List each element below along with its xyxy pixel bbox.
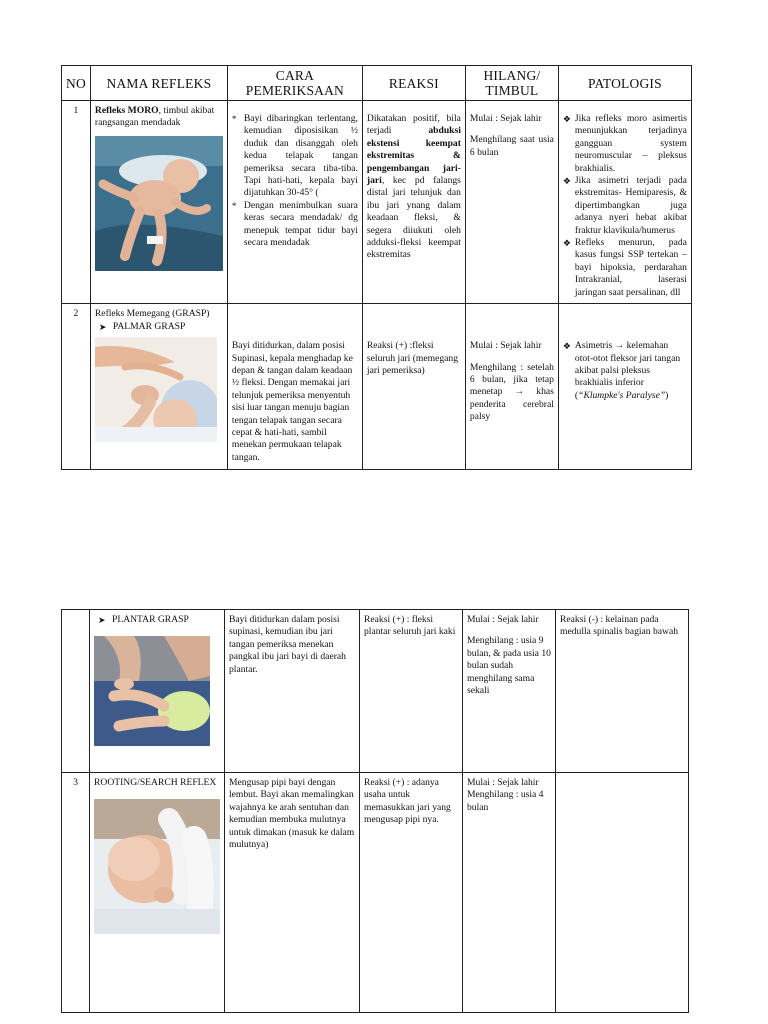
cara-pemeriksaan-cell: Mengusap pipi bayi dengan lembut. Bayi akan memalingkan wajahnya ke arah sentuhan dan kemudian membuka mulutnya untuk dimakan (masuk ke dalam mulutnya) — [225, 773, 360, 1013]
header-no: NO — [62, 66, 91, 101]
reflex-table-page-1 — [61, 65, 692, 470]
palmar-grasp-photo — [95, 337, 217, 442]
patologis-item-3: Refleks menurun, pada kasus fungsi SSP tertekan – bayi hipoksia, perdarahan Intrakranial, laserasi jaringan saat persalinan, dll — [574, 237, 687, 298]
klumpke-term: “Klumpke's Paralyse” — [578, 389, 666, 401]
mulai-text: Mulai : Sejak lahir — [467, 614, 539, 625]
hilang-timbul-cell — [465, 101, 558, 304]
diamond-bullet-icon: ❖ — [562, 341, 571, 352]
hilang-timbul-cell — [463, 773, 556, 1013]
patologis-item-1: Jika refleks moro asimertis menunjukkan terjadinya gangguan system neuromuscular – pleksus brakhialis. — [574, 113, 687, 174]
asterisk-bullet-icon: * — [231, 200, 237, 211]
row-number: 1 — [62, 101, 91, 304]
arrow-right-icon: ➤ — [98, 321, 107, 332]
reflex-name-cell — [90, 304, 227, 470]
cara-step-1: Bayi dibaringkan terlentang, kemudian diposisikan ½ duduk dan disanggah oleh kedua telapak tangan pemeriksa secara tiba-tiba. Tapi hati-hati, kepala bayi dijatuhkan 30-45° ( — [243, 113, 358, 199]
reflex-table-page-2 — [61, 609, 689, 1013]
patologis-item-2: Jika asimetri terjadi pada ekstremitas- Hemiparesis, & dipertimbangkan juga adanya nyeri hebat akibat fraktur klavikula/humerus — [574, 175, 687, 236]
table-row-plantar — [62, 610, 689, 773]
header-patologis: PATOLOGIS — [558, 66, 691, 101]
reaksi-text-bold: abduksi ekstensi keempat ekstremitas & pengembangan jari-jari — [366, 125, 461, 187]
reflex-name-cell — [90, 773, 225, 1013]
hilang-text: Menghilang : usia 9 bulan, & pada usia 10 bulan sudah menghilang sama sekali — [467, 635, 551, 697]
cara-step-2: Dengan menimbulkan suara keras secara mendadak/ dg menepuk tempat tidur bayi secara mendadak — [243, 199, 358, 249]
patologis-close: ) — [665, 389, 669, 401]
hilang-timbul-cell — [465, 304, 558, 470]
mulai-text: Mulai : Sejak lahir — [469, 340, 542, 352]
header-hilang-timbul: HILANG/ TIMBUL — [465, 66, 558, 101]
reaksi-cell: Reaksi (+) : fleksi plantar seluruh jari kaki — [360, 610, 463, 773]
reflex-name: Refleks MORO — [94, 105, 159, 116]
diamond-bullet-icon: ❖ — [562, 114, 571, 124]
table-row-grasp — [62, 304, 692, 470]
reaksi-cell — [362, 101, 465, 304]
reflex-sub-name: PALMAR GRASP — [112, 320, 186, 332]
diamond-bullet-icon: ❖ — [562, 176, 571, 187]
mulai-text: Mulai : Sejak lahir — [467, 777, 539, 788]
moro-baby-photo — [95, 136, 223, 271]
header-row — [62, 66, 692, 101]
patologis-cell — [556, 773, 689, 1013]
row-number: 3 — [62, 773, 90, 1013]
reaksi-text-c: , kec pd falangs distal jari telunjuk dan ibu jari ynang dalam keadaan fleksi, & segera diiukuti oleh adduksi-fleksi keempat ekstremitas — [366, 175, 461, 261]
reflex-name-cell — [90, 610, 225, 773]
rooting-reflex-photo — [94, 799, 220, 934]
reflex-name: Refleks Memegang (GRASP) — [94, 308, 210, 320]
patologis-text: Asimetris → kelemahan otot-otot fleksor jari tangan akibat palsi pleksus brakhialis inferior ( — [574, 340, 681, 401]
table-row-moro — [62, 101, 692, 304]
plantar-grasp-photo — [94, 636, 210, 746]
reflex-name-cell — [90, 101, 227, 304]
reaksi-text-a: Dikatakan positif, bila terjadi — [366, 113, 461, 137]
diamond-bullet-icon: ❖ — [562, 238, 571, 249]
asterisk-bullet-icon: * — [231, 114, 237, 124]
reaksi-cell: Reaksi (+) : adanya usaha untuk memasukkan jari yang mengusap pipi nya. — [360, 773, 463, 1013]
reaksi-cell: Reaksi (+) :fleksi seluruh jari (memegang jari pemeriksa) — [362, 304, 465, 470]
cara-pemeriksaan-cell: Bayi ditidurkan dalam posisi supinasi, kemudian ibu jari tangan pemeriksa menekan pangkal ibu jari bayi di daerah plantar. — [225, 610, 360, 773]
hilang-text: Menghilang saat usia 6 bulan — [469, 134, 554, 158]
mulai-text: Mulai : Sejak lahir — [469, 113, 542, 124]
reflex-name: ROOTING/SEARCH REFLEX — [94, 777, 217, 788]
cara-pemeriksaan-cell: Bayi ditidurkan, dalam posisi Supinasi, kepala menghadap ke depan & tangan dalam keadaan ½ fleksi. Dengan memakai jari telunjuk pemeriksa menyentuh sisi luar tangan menuju bagian tengan telapak tangan secara cepat & hati-hati, sambil menekan permukaan telapak tangan. — [227, 304, 362, 470]
row-number: 2 — [62, 304, 91, 470]
header-cara-pemeriksaan: CARA PEMERIKSAAN — [227, 66, 362, 101]
hilang-timbul-cell — [463, 610, 556, 773]
patologis-cell: Reaksi (-) : kelainan pada medulla spinalis bagian bawah — [556, 610, 689, 773]
reflex-sub-name: PLANTAR GRASP — [112, 614, 189, 625]
row-number — [62, 610, 90, 773]
cara-pemeriksaan-cell — [227, 101, 362, 304]
header-reaksi: REAKSI — [362, 66, 465, 101]
patologis-cell — [558, 101, 691, 304]
hilang-text: Menghilang : usia 4 bulan — [467, 789, 544, 813]
reflex-name-desc: , timbul akibat rangsangan mendadak — [94, 105, 215, 129]
arrow-right-icon: ➤ — [98, 615, 106, 625]
table-row-rooting — [62, 773, 689, 1013]
patologis-cell — [558, 304, 691, 470]
header-nama-refleks: NAMA REFLEKS — [90, 66, 227, 101]
hilang-text: Menghilang : setelah 6 bulan, jika tetap menetap → khas penderita cerebral palsy — [469, 361, 554, 423]
